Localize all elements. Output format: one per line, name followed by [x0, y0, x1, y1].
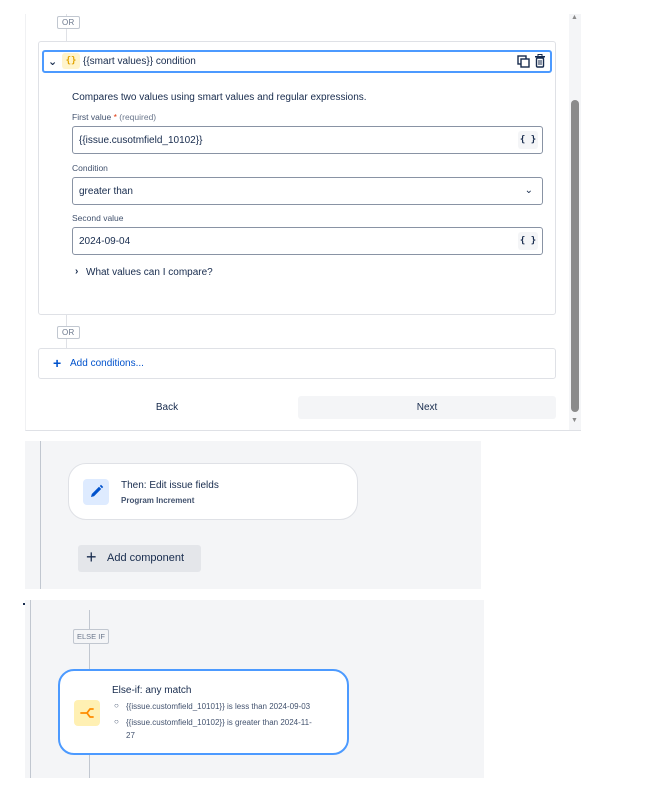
timeline-line	[30, 600, 31, 778]
else-if-condition-1: {{issue.customfield_10101}} is less than 2024-09-03	[126, 702, 311, 711]
next-button[interactable]: Next	[298, 396, 556, 419]
smart-value-picker-button[interactable]: { }	[518, 232, 538, 250]
else-if-condition-2-wrap: 27	[126, 731, 135, 740]
scrollbar-thumb[interactable]	[571, 100, 579, 412]
condition-title: {{smart values}} condition	[83, 56, 196, 67]
plus-icon: +	[86, 547, 97, 567]
first-value-label	[72, 112, 156, 122]
then-card-title: Then: Edit issue fields	[121, 480, 219, 491]
second-value-text: 2024-09-04	[79, 236, 131, 247]
else-if-title: Else-if: any match	[112, 685, 192, 696]
required-note: (required)	[119, 112, 157, 122]
first-value-input[interactable]	[72, 126, 543, 154]
pencil-icon	[83, 479, 109, 505]
plus-icon: +	[53, 355, 62, 371]
smart-value-condition-card	[38, 41, 556, 315]
then-edit-issue-card[interactable]	[68, 463, 358, 520]
what-values-help-link[interactable]: What values can I compare?	[86, 267, 213, 278]
else-if-badge: ELSE IF	[73, 629, 109, 644]
bullet-icon: ○	[114, 701, 119, 710]
chevron-down-icon: ⌄	[524, 185, 533, 196]
condition-selected-value: greater than	[79, 186, 133, 197]
second-value-label: Second value	[72, 213, 124, 223]
smart-value-icon: {}	[62, 53, 80, 69]
add-component-label: Add component	[107, 552, 185, 564]
chevron-down-icon[interactable]: ⌄	[48, 56, 58, 68]
else-if-card[interactable]	[58, 669, 349, 755]
timeline-line	[40, 441, 41, 589]
condition-label: Condition	[72, 163, 108, 173]
condition-editor-panel	[25, 14, 581, 431]
elseif-component-panel	[25, 600, 484, 778]
first-value-text: {{issue.cusotmfield_10102}}	[79, 135, 203, 146]
smart-value-picker-button[interactable]: { }	[518, 131, 538, 149]
or-badge-top: OR	[57, 16, 80, 29]
condition-description: Compares two values using smart values and regular expressions.	[72, 92, 367, 103]
or-badge-bottom: OR	[57, 326, 80, 339]
add-conditions-button[interactable]	[38, 348, 556, 379]
scroll-up-icon[interactable]: ▲	[571, 14, 578, 21]
second-value-input[interactable]	[72, 227, 543, 255]
copy-icon[interactable]	[517, 55, 530, 68]
else-if-condition-2: {{issue.customfield_10102}} is greater than 2024-11-	[126, 718, 312, 727]
chevron-right-icon[interactable]: ›	[75, 266, 79, 277]
branch-icon	[74, 700, 100, 726]
scrollbar[interactable]	[569, 14, 581, 430]
back-button[interactable]: Back	[155, 402, 179, 413]
add-conditions-label: Add conditions...	[70, 358, 144, 369]
then-card-subtitle: Program Increment	[121, 496, 195, 505]
trash-icon[interactable]	[534, 54, 546, 68]
add-component-button[interactable]	[78, 545, 201, 572]
condition-select[interactable]	[72, 177, 543, 205]
bullet-icon: ○	[114, 717, 119, 726]
required-marker: *	[113, 112, 117, 122]
then-component-panel	[25, 441, 481, 589]
scroll-down-icon[interactable]: ▼	[571, 417, 578, 424]
first-value-label-text: First value	[72, 112, 112, 122]
condition-header[interactable]	[42, 50, 552, 73]
